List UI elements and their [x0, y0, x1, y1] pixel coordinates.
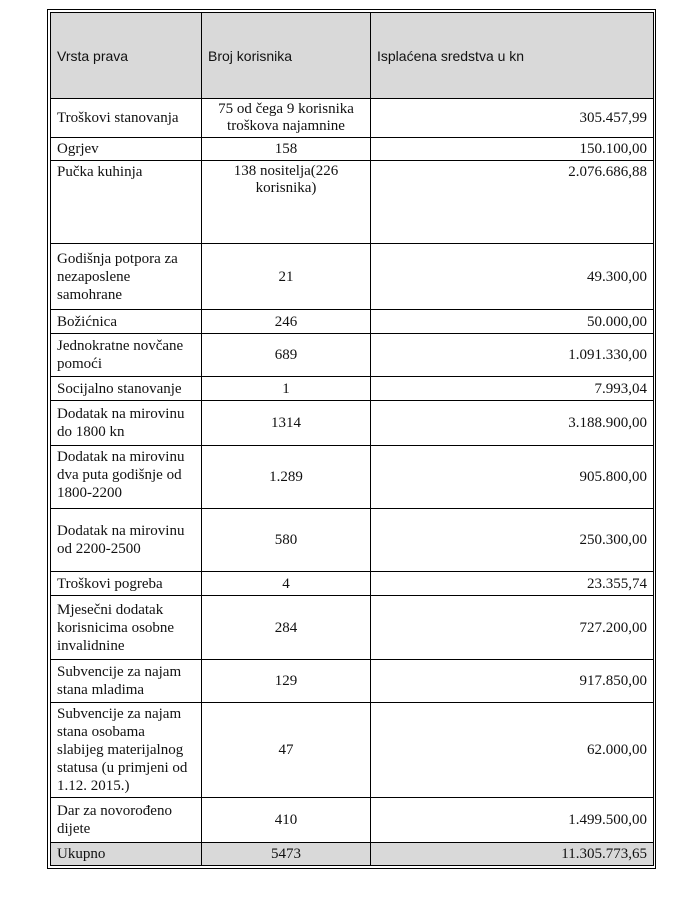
table-row — [51, 798, 654, 843]
row-name: Troškovi stanovanja — [51, 99, 202, 138]
benefits-table — [50, 12, 654, 866]
table-row — [51, 572, 654, 596]
header-user-count: Broj korisnika — [202, 13, 371, 99]
row-count: 129 — [202, 660, 371, 703]
row-count: 47 — [202, 703, 371, 798]
table-row — [51, 446, 654, 509]
row-name: Pučka kuhinja — [51, 161, 202, 244]
table-row — [51, 161, 654, 244]
table-row — [51, 703, 654, 798]
row-name: Subvencije za najam stana mladima — [51, 660, 202, 703]
total-row — [51, 843, 654, 866]
total-label: Ukupno — [51, 843, 202, 866]
row-amount: 905.800,00 — [371, 446, 654, 509]
row-name: Ogrjev — [51, 138, 202, 161]
table-row — [51, 334, 654, 377]
table-row — [51, 310, 654, 334]
row-count: 580 — [202, 509, 371, 572]
row-count: 75 od čega 9 korisnika troškova najamnine — [202, 99, 371, 138]
table-row — [51, 509, 654, 572]
row-amount: 62.000,00 — [371, 703, 654, 798]
row-count: 284 — [202, 596, 371, 660]
document-frame — [47, 9, 656, 869]
row-amount: 727.200,00 — [371, 596, 654, 660]
row-count: 1 — [202, 377, 371, 401]
row-count: 4 — [202, 572, 371, 596]
row-amount: 2.076.686,88 — [371, 161, 654, 244]
row-name: Božićnica — [51, 310, 202, 334]
row-count: 410 — [202, 798, 371, 843]
row-name: Dodatak na mirovinu dva puta godišnje od 1800-2200 — [51, 446, 202, 509]
row-name: Subvencije za najam stana osobama slabijeg materijalnog statusa (u primjeni od 1.12. 2015.) — [51, 703, 202, 798]
row-amount: 250.300,00 — [371, 509, 654, 572]
table-row — [51, 660, 654, 703]
table-row — [51, 99, 654, 138]
row-count: 1.289 — [202, 446, 371, 509]
row-amount: 305.457,99 — [371, 99, 654, 138]
row-name: Dar za novorođeno dijete — [51, 798, 202, 843]
table-header-row — [51, 13, 654, 99]
row-amount: 7.993,04 — [371, 377, 654, 401]
row-amount: 1.499.500,00 — [371, 798, 654, 843]
row-amount: 150.100,00 — [371, 138, 654, 161]
row-amount: 49.300,00 — [371, 244, 654, 310]
table-row — [51, 138, 654, 161]
row-name: Troškovi pogreba — [51, 572, 202, 596]
row-amount: 50.000,00 — [371, 310, 654, 334]
row-amount: 1.091.330,00 — [371, 334, 654, 377]
row-name: Jednokratne novčane pomoći — [51, 334, 202, 377]
row-name: Socijalno stanovanje — [51, 377, 202, 401]
row-name: Dodatak na mirovinu od 2200-2500 — [51, 509, 202, 572]
table-row — [51, 596, 654, 660]
table-row — [51, 377, 654, 401]
table-row — [51, 244, 654, 310]
row-amount: 3.188.900,00 — [371, 401, 654, 446]
row-count: 138 nositelja(226 korisnika) — [202, 161, 371, 244]
header-rights-type: Vrsta prava — [51, 13, 202, 99]
row-name: Dodatak na mirovinu do 1800 kn — [51, 401, 202, 446]
row-count: 246 — [202, 310, 371, 334]
table-row — [51, 401, 654, 446]
header-paid-amount: Isplaćena sredstva u kn — [371, 13, 654, 99]
row-count: 21 — [202, 244, 371, 310]
row-count: 689 — [202, 334, 371, 377]
row-amount: 917.850,00 — [371, 660, 654, 703]
total-amount: 11.305.773,65 — [371, 843, 654, 866]
row-count: 158 — [202, 138, 371, 161]
row-name: Mjesečni dodatak korisnicima osobne invalidnine — [51, 596, 202, 660]
row-count: 1314 — [202, 401, 371, 446]
row-amount: 23.355,74 — [371, 572, 654, 596]
total-count: 5473 — [202, 843, 371, 866]
row-name: Godišnja potpora za nezaposlene samohrane — [51, 244, 202, 310]
